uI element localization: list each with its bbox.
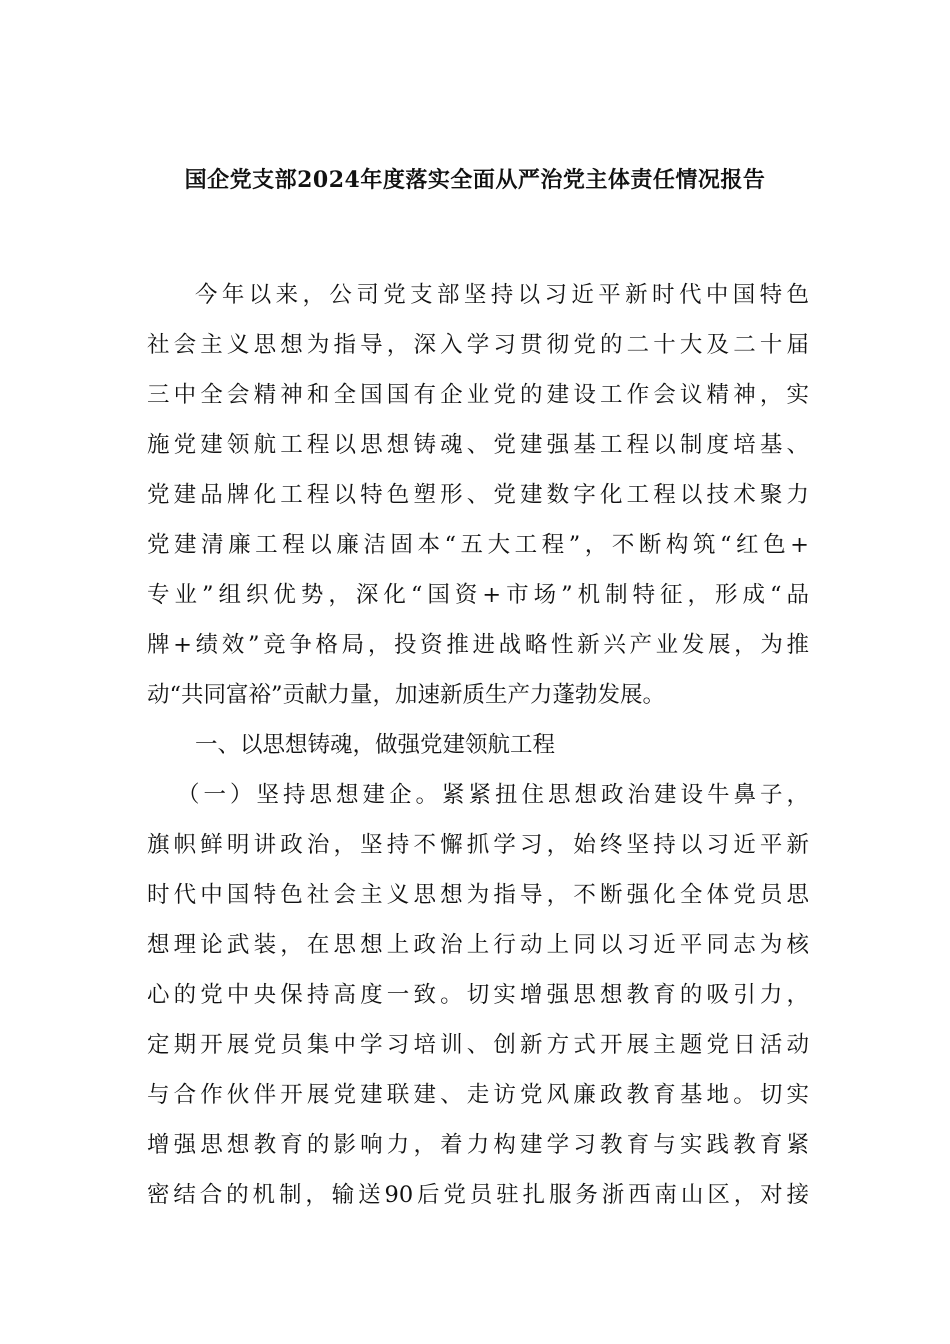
section-heading: 一、以思想铸魂，做强党建领航工程 [195, 732, 556, 758]
paragraph-line: 增强思想教育的影响力，着力构建学习教育与实践教育紧 [147, 1132, 809, 1158]
paragraph-line: 密结合的机制，输送90后党员驻扎服务浙西南山区，对接 [147, 1182, 809, 1208]
paragraph-line: 动“共同富裕”贡献力量，加速新质生产力蓬勃发展。 [147, 682, 666, 708]
paragraph-line: 专业”组织优势，深化“国资+市场”机制特征，形成“品 [147, 582, 809, 608]
paragraph-line: 想理论武装，在思想上政治上行动上同以习近平同志为核 [147, 932, 809, 958]
paragraph-line: 三中全会精神和全国国有企业党的建设工作会议精神，实 [147, 382, 809, 408]
paragraph-line: 定期开展党员集中学习培训、创新方式开展主题党日活动 [147, 1032, 809, 1058]
paragraph-line: 社会主义思想为指导，深入学习贯彻党的二十大及二十届 [147, 332, 809, 358]
paragraph-line: 牌+绩效”竞争格局，投资推进战略性新兴产业发展，为推 [147, 632, 809, 658]
paragraph-line: 旗帜鲜明讲政治，坚持不懈抓学习，始终坚持以习近平新 [147, 832, 809, 858]
paragraph-line: 党建品牌化工程以特色塑形、党建数字化工程以技术聚力 [147, 482, 809, 508]
paragraph-line: 与合作伙伴开展党建联建、走访党风廉政教育基地。切实 [147, 1082, 809, 1108]
document-title: 国企党支部2024年度落实全面从严治党主体责任情况报告 [184, 167, 766, 193]
paragraph-line: 心的党中央保持高度一致。切实增强思想教育的吸引力， [147, 982, 809, 1008]
paragraph-line: 时代中国特色社会主义思想为指导，不断强化全体党员思 [147, 882, 809, 908]
paragraph-line: 施党建领航工程以思想铸魂、党建强基工程以制度培基、 [147, 432, 809, 458]
paragraph-line: （一）坚持思想建企。紧紧扭住思想政治建设牛鼻子， [177, 782, 809, 808]
document-body [147, 270, 809, 1220]
paragraph-line: 党建清廉工程以廉洁固本“五大工程”，不断构筑“红色+ [147, 532, 809, 558]
paragraph-line: 今年以来，公司党支部坚持以习近平新时代中国特色 [195, 282, 809, 308]
